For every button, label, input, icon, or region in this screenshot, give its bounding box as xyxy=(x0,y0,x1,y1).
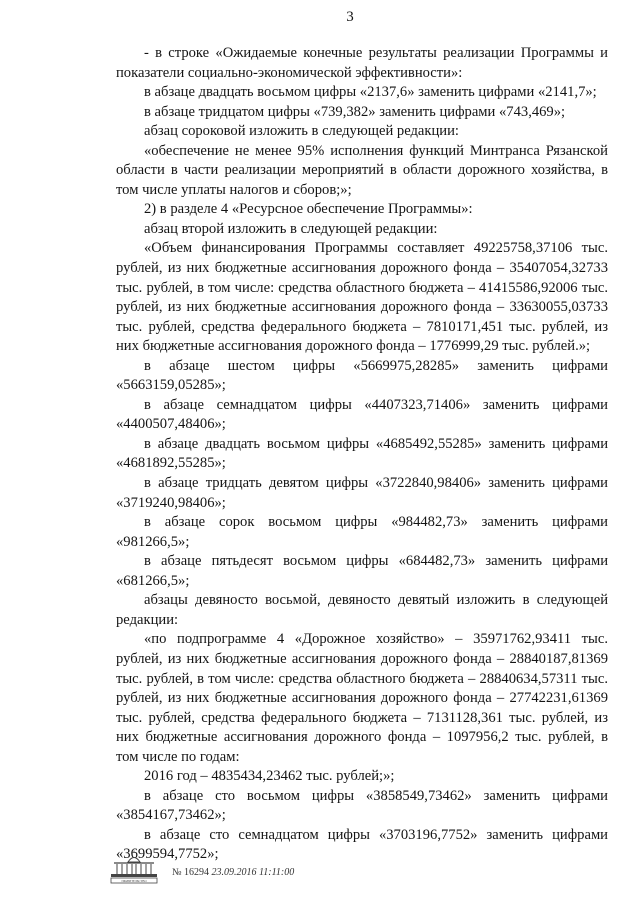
paragraph: «Объем финансирования Программы составляет 49225758,37106 тыс. рублей, из них бюджетные ассигнования дорожного фонда – 35407054,32733 тыс. рублей, в том числе: средства областного бюджета – 41415586,92006 тыс. рублей, из них бюджетные ассигнования дорожного фонда – 33630055,03733 тыс. рублей, средства федерального бюджета – 7810171,451 тыс. рублей, из них бюджетные ассигнования дорожного фонда – 1776999,29 тыс. рублей.»; xyxy=(116,240,608,355)
paragraph: 2016 год – 4835434,23462 тыс. рублей;»; xyxy=(144,768,395,785)
paragraph: «по подпрограмме 4 «Дорожное хозяйство» – 35971762,93411 тыс. рублей, из них бюджетные ассигнования дорожного фонда – 28840187,81369 тыс. рублей, в том числе: средства областного бюджета – 28840634,57311 тыс. рублей, из них бюджетные ассигнования дорожного фонда – 27742231,61369 тыс. рублей, средства федерального бюджета – 7131128,361 тыс. рублей, из них бюджетные ассигнования дорожного фонда – 1097956,2 тыс. рублей, в том числе по годам: xyxy=(116,631,608,765)
registration-datetime: 23.09.2016 11:11:00 xyxy=(211,867,295,878)
paragraph: абзац второй изложить в следующей редакции: xyxy=(144,220,438,237)
paragraph: абзац сороковой изложить в следующей редакции: xyxy=(144,123,459,140)
paragraph: в абзаце сто семнадцатом цифры «3703196,7752» заменить цифрами «3699594,7752»; xyxy=(116,826,608,863)
paragraph: в абзаце сорок восьмом цифры «984482,73» заменить цифрами «981266,5»; xyxy=(116,514,608,550)
document-body xyxy=(116,44,608,865)
paragraph: - в строке «Ожидаемые конечные результаты реализации Программы и показатели социально-экономической эффективности»: xyxy=(116,45,608,81)
paragraph: в абзаце семнадцатом цифры «4407323,71406» заменить цифрами «4400507,48406»; xyxy=(116,396,608,433)
paragraph: в абзаце двадцать восьмом цифры «2137,6» заменить цифрами «2141,7»; xyxy=(144,84,597,101)
government-building-icon xyxy=(108,850,160,884)
paragraph: в абзаце тридцать девятом цифры «3722840,98406» заменить цифрами «3719240,98406»; xyxy=(116,475,608,511)
paragraph: в абзаце сто восьмом цифры «3858549,73462» заменить цифрами «3854167,73462»; xyxy=(116,787,608,824)
paragraph: в абзаце пятьдесят восьмом цифры «684482,73» заменить цифрами «681266,5»; xyxy=(116,553,608,589)
paragraph: абзацы девяносто восьмой, девяносто девятый изложить в следующей редакции: xyxy=(116,592,608,628)
registration-footer xyxy=(108,850,294,884)
paragraph: в абзаце двадцать восьмом цифры «4685492,55285» заменить цифрами «4681892,55285»; xyxy=(116,435,608,472)
registration-stamp xyxy=(172,867,294,878)
page-number: 3 xyxy=(346,9,354,25)
paragraph: в абзаце шестом цифры «5669975,28285» заменить цифрами «5663159,05285»; xyxy=(116,357,608,394)
paragraph: «обеспечение не менее 95% исполнения функций Минтранса Рязанской области в части реализации мероприятий в области дорожного хозяйства, в том числе уплаты налогов и сборов;»; xyxy=(116,142,608,198)
paragraph: в абзаце тридцатом цифры «739,382» заменить цифрами «743,469»; xyxy=(144,103,566,120)
logo-label: ПРАВИТЕЛЬСТВО xyxy=(121,879,147,883)
registration-number: № 16294 xyxy=(172,867,210,878)
paragraph: 2) в разделе 4 «Ресурсное обеспечение Программы»: xyxy=(144,201,473,218)
